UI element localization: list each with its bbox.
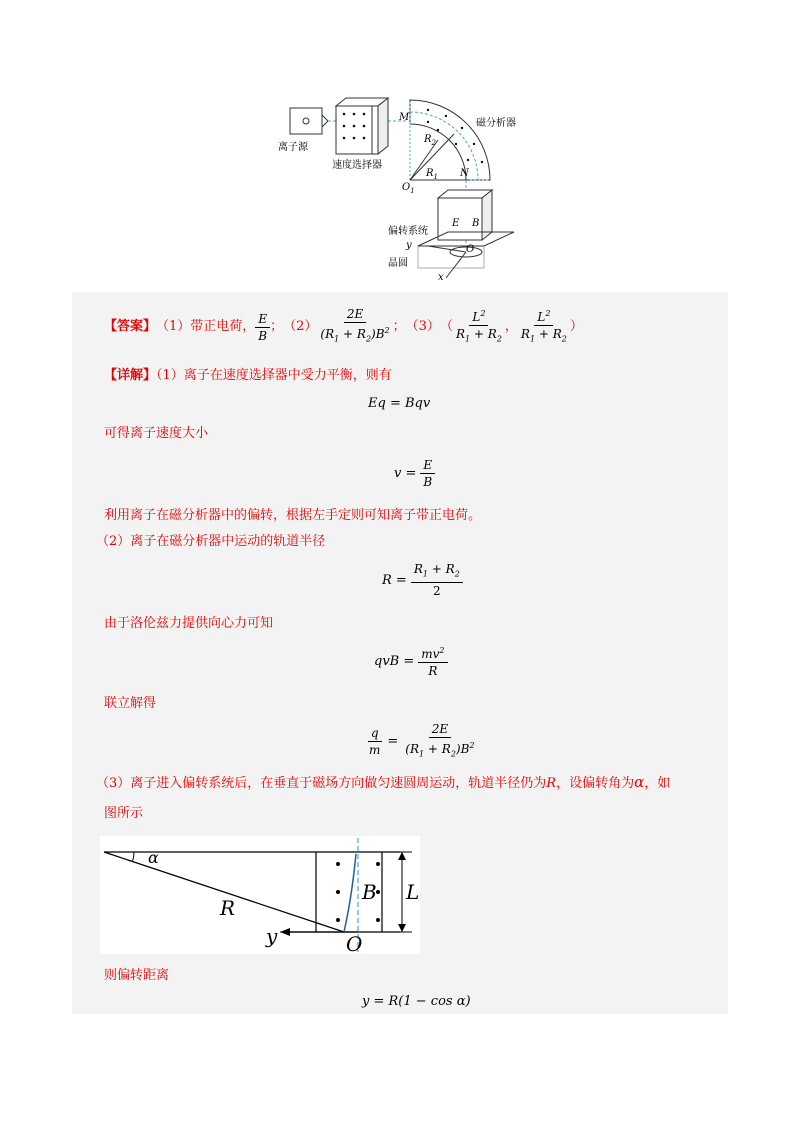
answer-sep1: ； — [270, 319, 284, 334]
label-N: N — [460, 168, 469, 179]
label-O: O — [466, 244, 475, 255]
answer-part2: （2） — [283, 319, 318, 334]
label-ion-source: 离子源 — [278, 142, 308, 153]
detail-line-7: （3）离子进入偏转系统后，在垂直于磁场方向做匀速圆周运动，轨道半径仍为R，设偏转角为α，如 — [96, 773, 671, 791]
answer-fraction-L2-b: $\frac{L^2}{R_1 + R_2}$ — [520, 309, 567, 344]
answer-part1: （1）带正电荷， — [156, 319, 256, 334]
deflection-figure — [100, 836, 420, 954]
label-y: y — [406, 240, 412, 251]
answer-paren-close: ） — [569, 319, 583, 334]
label-x: x — [438, 272, 444, 283]
answer-fraction-2E: $\frac{2E}{(R_1 + R_2)B^2}$ — [320, 307, 390, 344]
answer-part3: （3） — [405, 319, 440, 334]
detail-line-4: （2）离子在磁分析器中运动的轨道半径 — [96, 534, 326, 549]
detail-line-9: 则偏转距离 — [104, 968, 170, 983]
label-M: M — [399, 112, 410, 123]
answer-fraction-E-over-B: $\frac{E}{B}$ — [255, 312, 270, 343]
detail-line-2: 可得离子速度大小 — [104, 426, 209, 441]
label-O1: $O_1$ — [402, 182, 415, 195]
label-E: E — [452, 218, 460, 229]
detail-line-5: 由于洛伦兹力提供向心力可知 — [104, 616, 274, 631]
top-figure — [278, 94, 528, 286]
answer-fraction-L2-a: $\frac{L^2}{R_1 + R_2}$ — [455, 309, 502, 344]
label-B: B — [472, 218, 480, 229]
fig-label-y: y — [266, 924, 278, 948]
answer-paren-open: （ — [439, 319, 453, 334]
answer-line — [104, 307, 583, 344]
label-deflection-system: 偏转系统 — [388, 226, 428, 237]
label-magnetic-analyzer: 磁分析器 — [476, 118, 516, 129]
fig-label-L: L — [406, 880, 420, 904]
equation-R: R = $\frac{R_1 + R_2}{2}$ — [382, 562, 463, 598]
equation-y: y = R(1 − cos α) — [362, 994, 471, 1009]
answer-sep2: ； — [392, 319, 406, 334]
label-R1: $R_1$ — [426, 168, 438, 181]
equation-v: v = $\frac{E}{B}$ — [394, 458, 435, 489]
answer-comma: ， — [504, 319, 518, 334]
label-substrate: 晶圆 — [388, 258, 408, 269]
detail-line-6: 联立解得 — [104, 696, 157, 711]
fig-label-alpha: α — [148, 848, 159, 867]
detail-line-1: 【详解】（1）离子在速度选择器中受力平衡，则有 — [104, 368, 392, 383]
detail-line-3: 利用离子在磁分析器中的偏转，根据左手定则可知离子带正电荷。 — [104, 508, 482, 523]
equation-lorentz: qvB = $\frac{mv^2}{R}$ — [374, 644, 448, 678]
label-velocity-selector: 速度选择器 — [332, 160, 382, 171]
detail-line-8: 图所示 — [104, 806, 144, 821]
fig-label-O: O — [346, 932, 363, 956]
fig-label-B: B — [362, 880, 377, 904]
equation-q-over-m: $\frac{q}{m}$ = $\frac{2E}{(R_1 + R_2)B^2}$ — [369, 722, 475, 759]
fig-label-R: R — [220, 896, 236, 920]
label-R2: $R_2$ — [424, 134, 436, 147]
answer-tag: 【答案】 — [104, 319, 157, 334]
detail-tag: 【详解】 — [104, 368, 157, 383]
equation-eq1: Eq = Bqv — [368, 396, 431, 411]
